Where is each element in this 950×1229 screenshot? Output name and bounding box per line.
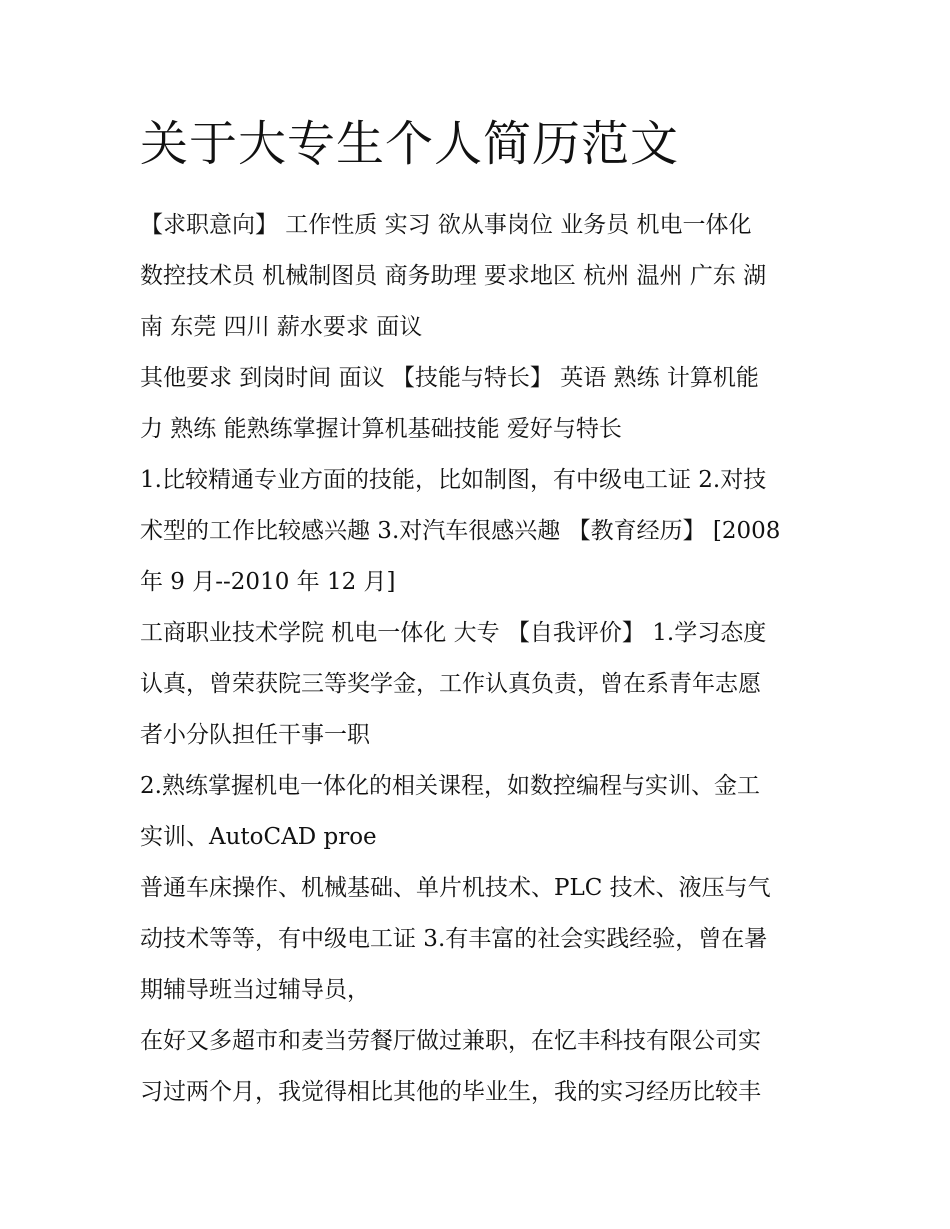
paragraph-job-intention bbox=[140, 200, 820, 353]
text-line: 期辅导班当过辅导员， bbox=[140, 977, 370, 1003]
paragraph-skills bbox=[140, 353, 820, 455]
text-line: 普通车床操作、机械基础、单片机技术、PLC 技术、液压与气 bbox=[140, 875, 771, 901]
text-line: 动技术等等，有中级电工证 3.有丰富的社会实践经验，曾在暑 bbox=[140, 926, 768, 952]
document-body bbox=[140, 200, 820, 1118]
paragraph-specialties-education bbox=[140, 455, 820, 608]
text-line: 认真，曾荣获院三等奖学金，工作认真负责，曾在系青年志愿 bbox=[140, 671, 761, 697]
paragraph-technical-skills bbox=[140, 863, 820, 1016]
text-line: 术型的工作比较感兴趣 3.对汽车很感兴趣 【教育经历】 [2008 bbox=[140, 518, 781, 544]
paragraph-courses bbox=[140, 761, 820, 863]
text-line: 在好又多超市和麦当劳餐厅做过兼职，在忆丰科技有限公司实 bbox=[140, 1028, 761, 1054]
document-title: 关于大专生个人简历范文 bbox=[140, 116, 680, 172]
text-line: 力 熟练 能熟练掌握计算机基础技能 爱好与特长 bbox=[140, 416, 622, 442]
text-line: 习过两个月，我觉得相比其他的毕业生，我的实习经历比较丰 bbox=[140, 1079, 761, 1105]
text-line: 1.比较精通专业方面的技能，比如制图，有中级电工证 2.对技 bbox=[140, 467, 767, 493]
text-line: 2.熟练掌握机电一体化的相关课程，如数控编程与实训、金工 bbox=[140, 773, 760, 799]
paragraph-school-self-evaluation bbox=[140, 608, 820, 761]
text-line: 数控技术员 机械制图员 商务助理 要求地区 杭州 温州 广东 湖 bbox=[140, 263, 767, 289]
text-line: 者小分队担任干事一职 bbox=[140, 722, 370, 748]
text-line: 年 9 月--2010 年 12 月] bbox=[140, 569, 396, 595]
text-line: 工商职业技术学院 机电一体化 大专 【自我评价】 1.学习态度 bbox=[140, 620, 767, 646]
text-line: 南 东莞 四川 薪水要求 面议 bbox=[140, 314, 423, 340]
text-line: 其他要求 到岗时间 面议 【技能与特长】 英语 熟练 计算机能 bbox=[140, 365, 759, 391]
text-line: 实训、AutoCAD proe bbox=[140, 824, 377, 850]
text-line: 【求职意向】 工作性质 实习 欲从事岗位 业务员 机电一体化 bbox=[140, 212, 752, 238]
paragraph-experience bbox=[140, 1016, 820, 1118]
